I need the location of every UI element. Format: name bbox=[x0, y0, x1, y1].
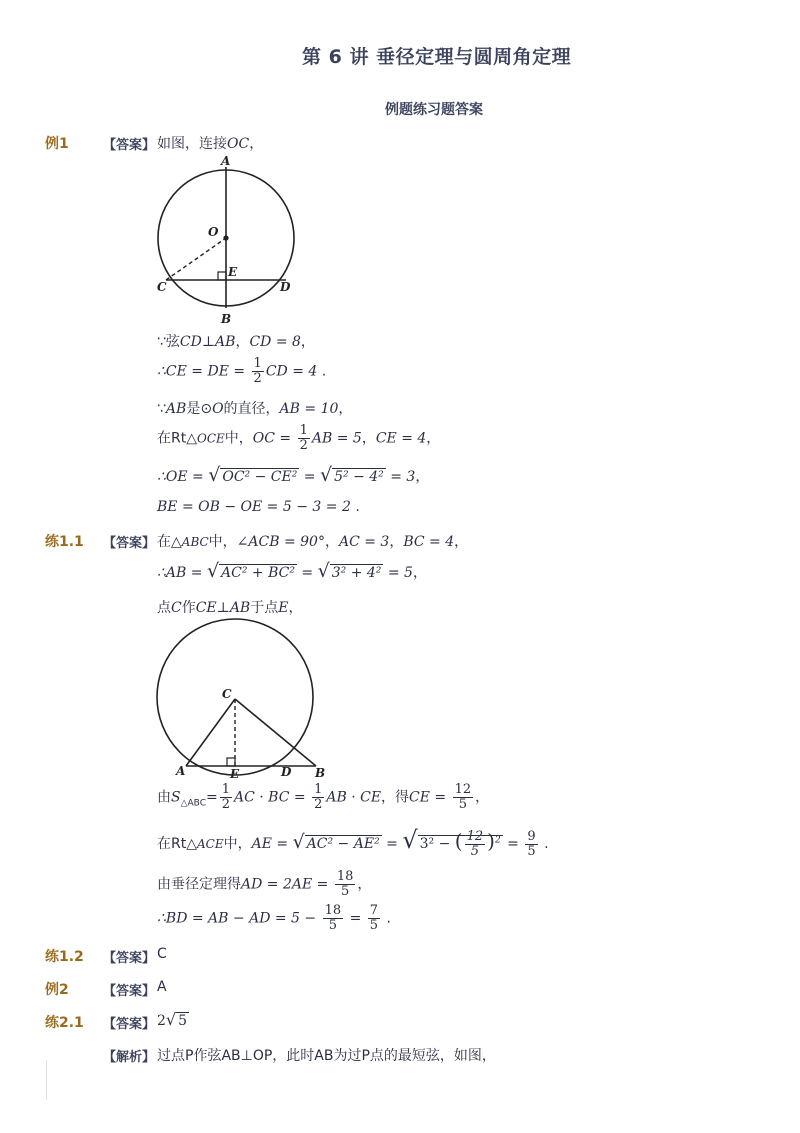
ex1-line2: ∴CE = DE = $\frac{1}{2}$ CD = 4 . bbox=[157, 356, 327, 386]
ex1-line3: ∵AB是⊙O的直径，AB = 10， bbox=[157, 401, 353, 417]
p12-answer: C bbox=[157, 946, 167, 962]
pt-e: E bbox=[228, 265, 238, 279]
pt-a: A bbox=[176, 764, 186, 778]
ex1-answer-tag: 【答案】 bbox=[103, 138, 156, 153]
page-subtitle: 例题练习题答案 bbox=[385, 102, 483, 118]
center-dot bbox=[223, 235, 228, 240]
p11-answer-tag: 【答案】 bbox=[103, 536, 156, 551]
p11-line5: 在Rt△ACE中，AE = √ AC² − AE² = √ 3² − ( $\frac{12}{5}$ )$^2$ = $\frac{9}{5}$ . bbox=[157, 826, 549, 859]
p11-line6: 由垂径定理得AD = 2AE = $\frac{18}{5}$ ， bbox=[157, 869, 372, 899]
pt-o: O bbox=[208, 225, 219, 239]
p12-answer-tag: 【答案】 bbox=[103, 951, 156, 966]
pt-c: C bbox=[222, 687, 232, 701]
ex1-line6: BE = OB − OE = 5 − 3 = 2 . bbox=[157, 499, 360, 515]
pt-b: B bbox=[315, 766, 326, 780]
p11-line3: 点C作CE⊥AB于点E， bbox=[157, 600, 303, 616]
p11-line7: ∴BD = AB − AD = 5 − $\frac{18}{5}$ = $\frac{7}{5}$ . bbox=[157, 903, 391, 933]
ex1-intro: 如图，连接OC， bbox=[157, 136, 264, 152]
p21-answer: 2√ 5 bbox=[157, 1010, 188, 1029]
ex1-line5: ∴OE = √ OC² − CE² = √ 5² − 4² = 3， bbox=[157, 464, 430, 486]
p12-label: 练1.2 bbox=[45, 949, 84, 965]
p21-label: 练2.1 bbox=[45, 1015, 84, 1031]
pt-d: D bbox=[281, 765, 292, 779]
pt-a: A bbox=[221, 154, 231, 168]
p11-line4: 由$S_{\triangle ABC}=$ $\frac{1}{2}$ AC · BC = $\frac{1}{2}$ AB · CE，得CE = $\frac{12}{5}$ ， bbox=[157, 782, 490, 812]
ex1-label: 例1 bbox=[45, 136, 69, 152]
pt-b: B bbox=[221, 312, 232, 326]
segment-oc bbox=[166, 238, 226, 280]
pt-d: D bbox=[280, 280, 291, 294]
ex2-label: 例2 bbox=[45, 982, 69, 998]
margin-rule bbox=[46, 1060, 47, 1100]
right-angle-mark bbox=[218, 272, 226, 280]
p21-analysis-tag: 【解析】 bbox=[103, 1050, 156, 1065]
ex2-answer-tag: 【答案】 bbox=[103, 984, 156, 999]
ex2-answer: A bbox=[157, 979, 167, 995]
ex1-circle-figure bbox=[148, 152, 308, 327]
p11-label: 练1.1 bbox=[45, 534, 84, 550]
p11-line1: 在△ABC中，∠ACB = 90°，AC = 3，BC = 4， bbox=[157, 534, 469, 550]
p11-circle-figure bbox=[150, 615, 340, 785]
pt-e: E bbox=[230, 767, 240, 781]
ex1-line1: ∵弦CD⊥AB，CD = 8， bbox=[157, 334, 315, 350]
p11-line2: ∴AB = √ AC² + BC² = √ 3² + 4² = 5， bbox=[157, 560, 427, 582]
right-angle-mark bbox=[227, 758, 235, 766]
page-title: 第 6 讲 垂径定理与圆周角定理 bbox=[302, 46, 572, 68]
segment-ac bbox=[186, 699, 235, 766]
p21-answer-tag: 【答案】 bbox=[103, 1017, 156, 1032]
pt-c: C bbox=[157, 280, 167, 294]
p21-analysis: 过点P作弦AB⊥OP，此时AB为过P点的最短弦，如图， bbox=[157, 1048, 496, 1064]
ex1-line4: 在Rt△OCE中，OC = $\frac{1}{2}$ AB = 5，CE = 4， bbox=[157, 423, 441, 453]
